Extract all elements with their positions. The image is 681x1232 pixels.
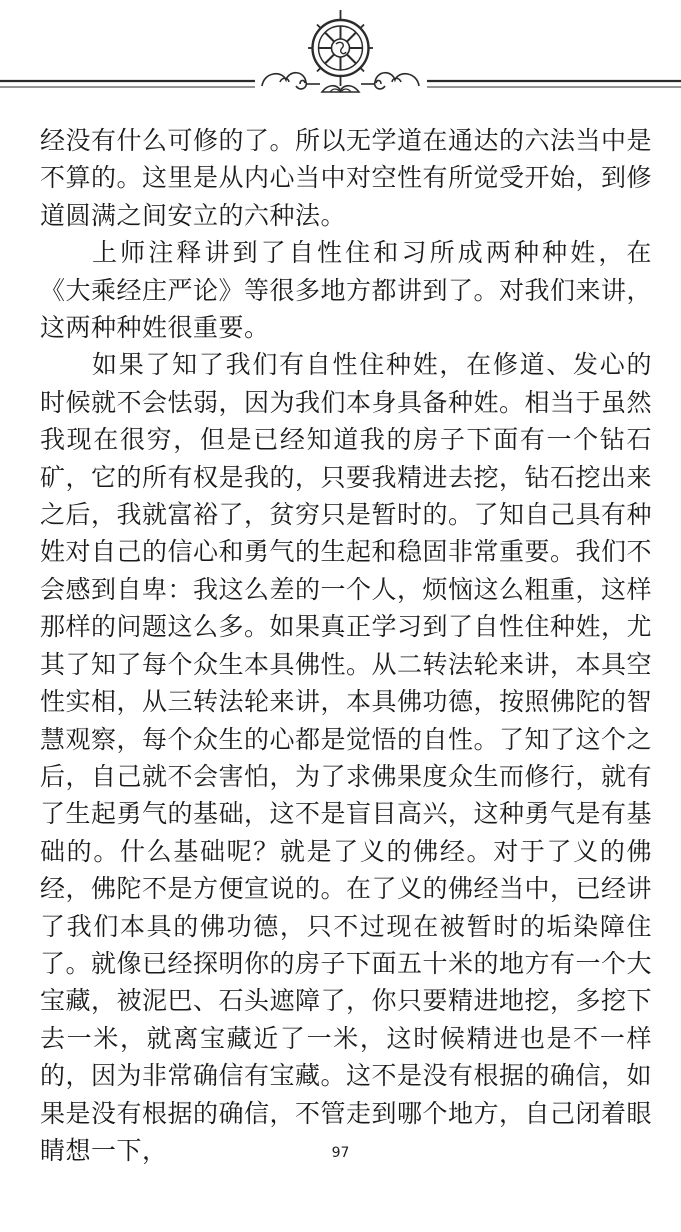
paragraph-1: 经没有什么可修的了。所以无学道在通达的六法当中是不算的。这里是从内心当中对空性有所觉受开始，到修道圆满之间安立的六种法。	[40, 126, 653, 230]
page-number: 97	[331, 1145, 350, 1161]
paragraph-2: 上师注释讲到了自性住和习所成两种种姓，在《大乘经庄严论》等很多地方都讲到了。对我们来讲，这两种种姓很重要。	[40, 238, 653, 343]
header-ornament-graphic	[0, 0, 681, 110]
paragraph-3: 如果了知了我们有自性住种姓，在修道、发心的时候就不会怯弱，因为我们本身具备种姓。相当于虽然我现在很穷，但是已经知道我的房子下面有一个钻石矿，它的所有权是我的，只要我精进去挖，钻石挖出来之后，我就富裕了，贫穷只是暂时的。了知自己具有种姓对自己的信心和勇气的生起和稳固非常重要。我们不会感到自卑：我这么差的一个人，烦恼这么粗重，这样那样的问题这么多。如果真正学习到了自性住种姓，尤其了知了每个众生本具佛性。从二转法轮来讲，本具空性实相，从三转法轮来讲，本具佛功德，按照佛陀的智慧观察，每个众生的心都是觉悟的自性。了知了这个之后，自己就不会害怕，为了求佛果度众生而修行，就有了生起勇气的基础，这不是盲目高兴，这种勇气是有基础的。什么基础呢？就是了义的佛经。对于了义的佛经，佛陀不是方便宣说的。在了义的佛经当中，已经讲了我们本具的佛功德，只不过现在被暂时的垢染障住了。就像已经探明你的房子下面五十米的地方有一个大宝藏，被泥巴、石头遮障了，你只要精进地挖，多挖下去一米，就离宝藏近了一米，这时候精进也是不一样的，因为非常确信有宝藏。这不是没有根据的确信，如果是没有根据的确信，不管走到哪个地方，自己闭着眼睛想一下，	[40, 350, 653, 1165]
page-header-ornament	[0, 0, 681, 110]
body-text	[40, 122, 652, 1169]
